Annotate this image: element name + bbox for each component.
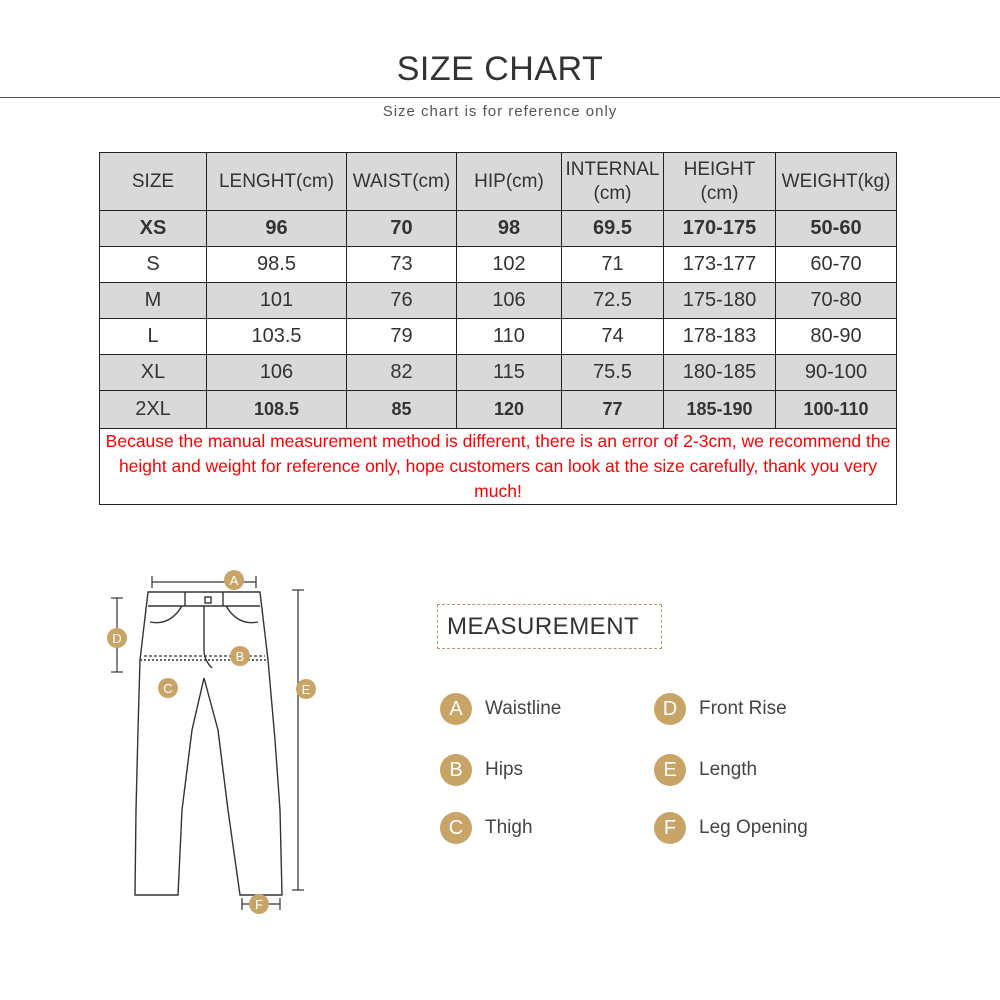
marker-f [249, 894, 269, 914]
page-title: SIZE CHART [396, 50, 604, 88]
table-cell: 77 [562, 391, 664, 429]
header-cell-internal: INTERNAL (cm) [562, 153, 664, 211]
table-cell: 85 [347, 391, 457, 429]
letter-badge: F [654, 812, 686, 844]
legend-item-thigh [440, 812, 533, 844]
table-cell: 60-70 [776, 247, 897, 283]
table-cell: XL [100, 355, 207, 391]
table-cell: 76 [347, 283, 457, 319]
table-cell: 50-60 [776, 211, 897, 247]
legend-label: Waistline [485, 698, 562, 719]
table-cell: 90-100 [776, 355, 897, 391]
legend-item-front-rise [654, 693, 787, 725]
table-cell: 98 [457, 211, 562, 247]
table-cell: 100-110 [776, 391, 897, 429]
marker-e [296, 679, 316, 699]
svg-text:B: B [235, 649, 245, 664]
table-cell: 82 [347, 355, 457, 391]
legend-item-hips [440, 754, 523, 786]
table-cell: 175-180 [664, 283, 776, 319]
svg-text:E: E [301, 682, 311, 697]
size-table [99, 152, 897, 505]
table-cell: 80-90 [776, 319, 897, 355]
header-cell-hip: HIP(cm) [457, 153, 562, 211]
svg-text:D: D [112, 631, 122, 646]
table-cell: 173-177 [664, 247, 776, 283]
table-cell: 103.5 [207, 319, 347, 355]
legend-item-leg-opening [654, 812, 808, 844]
disclaimer-note: Because the manual measurement method is different, there is an error of 2-3cm, we recommend the height and weight for reference only, hope customers can look at the size carefully, thank you very much! [100, 429, 897, 505]
table-cell: 70-80 [776, 283, 897, 319]
pants-outline [135, 592, 282, 895]
table-cell: 110 [457, 319, 562, 355]
table-cell: 108.5 [207, 391, 347, 429]
table-cell: 2XL [100, 391, 207, 429]
header-cell-height: HEIGHT (cm) [664, 153, 776, 211]
svg-text:C: C [163, 681, 173, 696]
table-cell: 180-185 [664, 355, 776, 391]
marker-b [230, 646, 250, 666]
table-cell: 70 [347, 211, 457, 247]
table-row [100, 355, 897, 391]
marker-a [224, 570, 244, 590]
header-cell-weight: WEIGHT(kg) [776, 153, 897, 211]
table-row [100, 283, 897, 319]
svg-text:A: A [229, 573, 239, 588]
legend-label: Hips [485, 759, 524, 780]
table-cell: M [100, 283, 207, 319]
table-cell: 72.5 [562, 283, 664, 319]
table-cell: 178-183 [664, 319, 776, 355]
table-cell: 106 [457, 283, 562, 319]
letter-badge: A [440, 693, 472, 725]
table-cell: 71 [562, 247, 664, 283]
table-row [100, 319, 897, 355]
table-cell: S [100, 247, 207, 283]
letter-badge: B [440, 754, 472, 786]
measurement-heading: MEASUREMENT [447, 613, 640, 640]
legend-item-length [654, 754, 757, 786]
header-cell-length: LENGHT(cm) [207, 153, 347, 211]
letter-badge: C [440, 812, 472, 844]
table-row [100, 247, 897, 283]
header-cell-size: SIZE [100, 153, 207, 211]
table-cell: 102 [457, 247, 562, 283]
table-cell: 79 [347, 319, 457, 355]
legend-label: Thigh [485, 817, 533, 838]
marker-d [107, 628, 127, 648]
legend-item-waistline [440, 693, 561, 725]
table-cell: 74 [562, 319, 664, 355]
letter-badge: D [654, 693, 686, 725]
table-cell: 96 [207, 211, 347, 247]
page-subtitle: Size chart is for reference only [382, 103, 618, 120]
table-cell: 170-175 [664, 211, 776, 247]
table-row [100, 211, 897, 247]
svg-text:F: F [255, 897, 263, 912]
legend-label: Leg Opening [699, 817, 808, 838]
pants-diagram [100, 560, 330, 920]
table-note-row [100, 429, 897, 505]
letter-badge: E [654, 754, 686, 786]
table-cell: 115 [457, 355, 562, 391]
header-cell-waist: WAIST(cm) [347, 153, 457, 211]
table-header-row [100, 153, 897, 211]
table-cell: 75.5 [562, 355, 664, 391]
marker-c [158, 678, 178, 698]
legend-label: Length [699, 759, 758, 780]
table-cell: L [100, 319, 207, 355]
table-cell: 98.5 [207, 247, 347, 283]
table-cell: 106 [207, 355, 347, 391]
table-cell: XS [100, 211, 207, 247]
table-cell: 185-190 [664, 391, 776, 429]
table-row [100, 391, 897, 429]
table-cell: 120 [457, 391, 562, 429]
table-cell: 101 [207, 283, 347, 319]
table-cell: 73 [347, 247, 457, 283]
table-cell: 69.5 [562, 211, 664, 247]
legend-label: Front Rise [699, 698, 787, 719]
title-divider [0, 97, 1000, 98]
